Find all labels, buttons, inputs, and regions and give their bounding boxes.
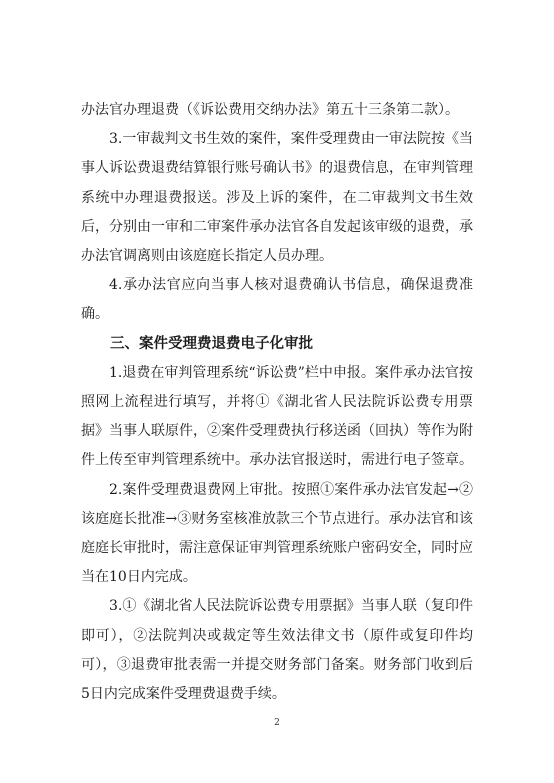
document-body — [81, 96, 473, 709]
page-number: 2 — [274, 718, 280, 728]
paragraph-item-3: 3.一审裁判文书生效的案件，案件受理费由一审法院按《当事人诉讼费退费结算银行账号确认书》的退费信息，在审判管理系统中办理退费报送。涉及上诉的案件，在二审裁判文书生效后，分别由一审和二审案件承办法官各自发起该审级的退费，承办法官调离则由该庭庭长指定人员办理。 — [81, 131, 473, 265]
paragraph-continued: 办法官办理退费（《诉讼费用交纳办法》第五十三条第二款）。 — [81, 102, 459, 118]
section-paragraph-2: 2.案件受理费退费网上审批。按照①案件承办法官发起→②该庭庭长批准→③财务室核准放款三个节点进行。承办法官和该庭庭长审批时，需注意保证审判管理系统账户密码安全，同时应当在10日内完成。 — [81, 481, 473, 586]
section-heading: 三、案件受理费退费电子化审批 — [110, 335, 313, 352]
section-paragraph-1: 1.退费在审判管理系统“诉讼费”栏中申报。案件承办法官按照网上流程进行填写，并将①《湖北省人民法院诉讼费专用票据》当事人联原件，②案件受理费执行移送函（回执）等作为附件上传至审判管理系统中。承办法官报送时，需进行电子签章。 — [81, 364, 473, 469]
section-paragraph-3: 3.①《湖北省人民法院诉讼费专用票据》当事人联（复印件即可），②法院判决或裁定等生效法律文书（原件或复印件均可），③退费审批表需一并提交财务部门备案。财务部门收到后5日内完成案件受理费退费手续。 — [81, 598, 473, 703]
paragraph-item-4: 4.承办法官应向当事人核对退费确认书信息，确保退费准确。 — [81, 277, 473, 323]
